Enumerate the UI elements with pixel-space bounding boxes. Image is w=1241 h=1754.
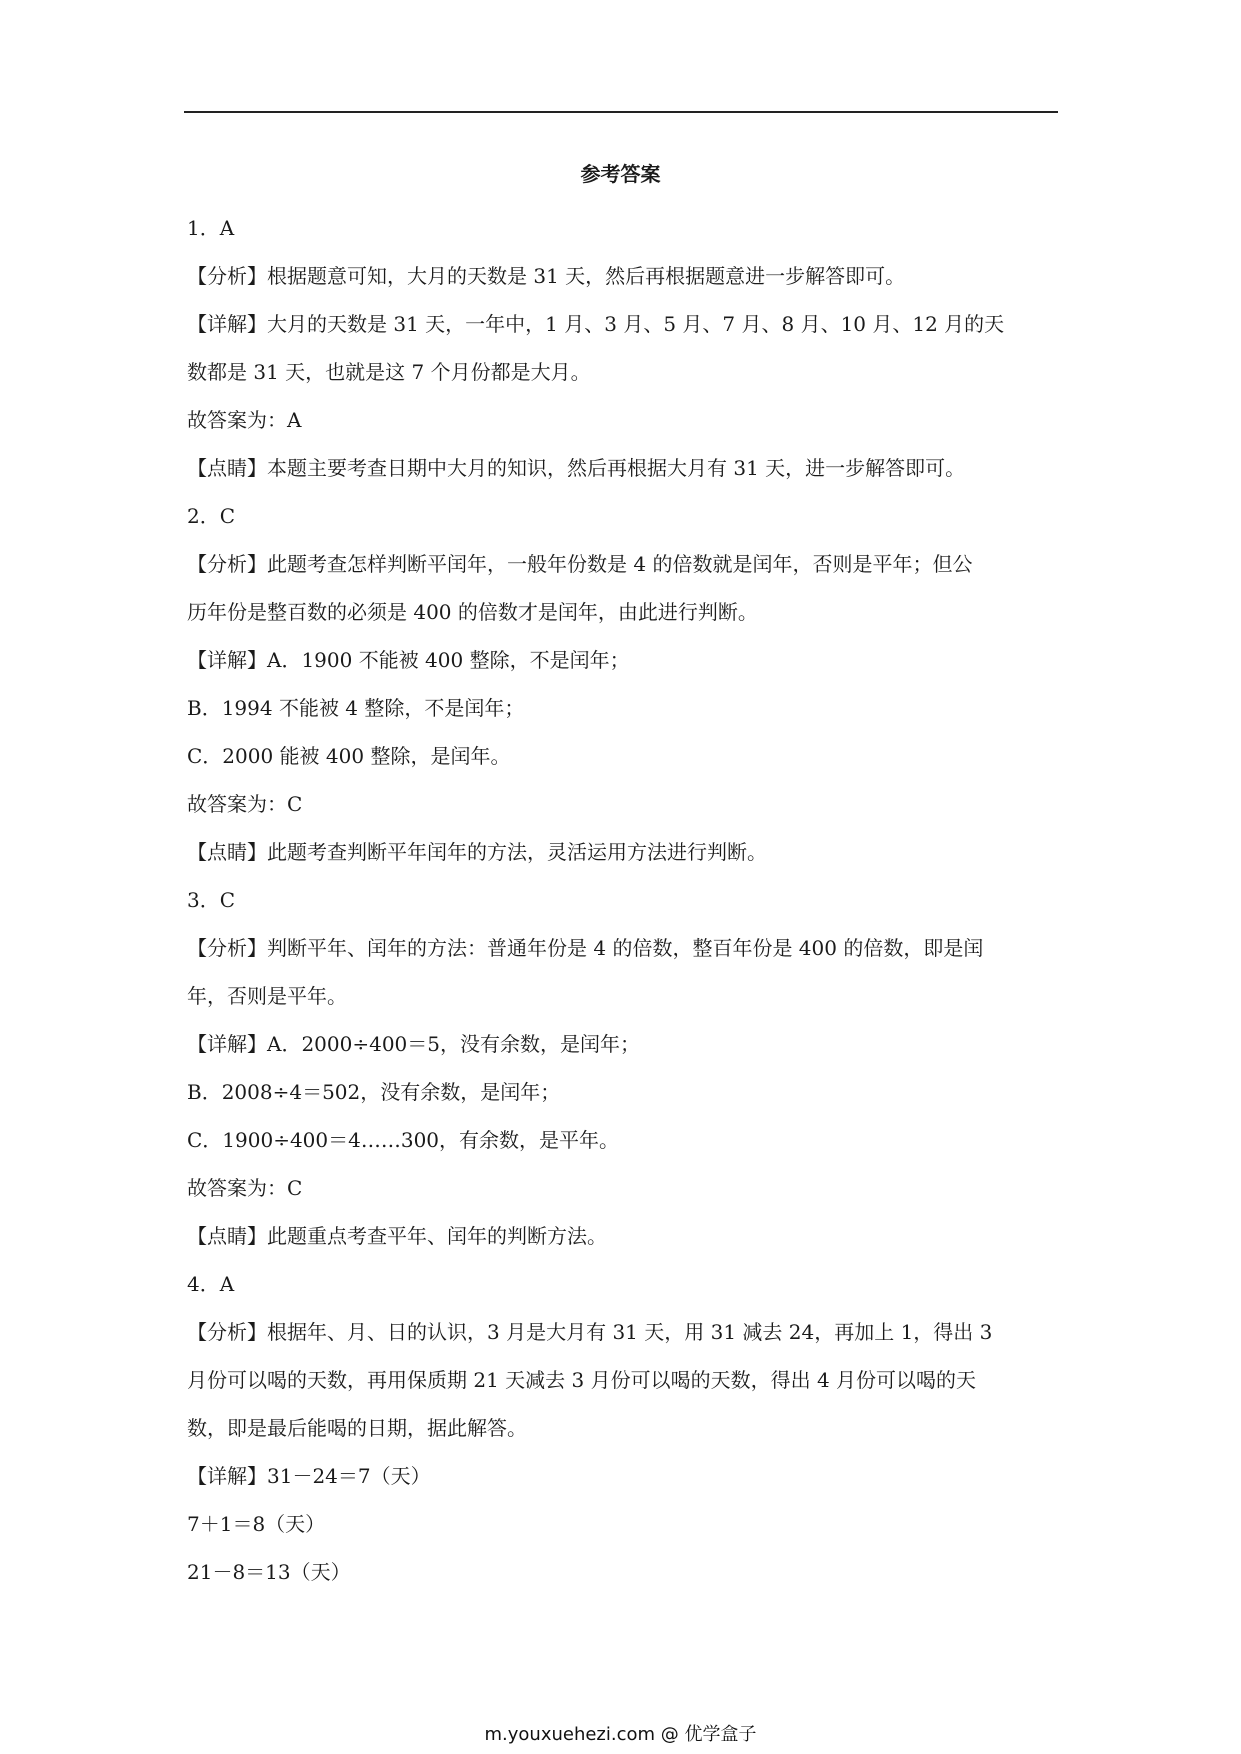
text-line: 故答案为：A <box>187 408 302 432</box>
text-line: 2．C <box>187 504 236 528</box>
text-line: 【分析】判断平年、闰年的方法：普通年份是 4 的倍数，整百年份是 400 的倍数，即是闰 <box>187 936 984 960</box>
text-line: 数，即是最后能喝的日期，据此解答。 <box>187 1416 527 1440</box>
text-line: 故答案为：C <box>187 792 303 816</box>
text-line: B．2008÷4＝502，没有余数，是闰年； <box>187 1080 561 1104</box>
text-line: B．1994 不能被 4 整除，不是闰年； <box>187 696 525 720</box>
text-line: 【分析】根据题意可知，大月的天数是 31 天，然后再根据题意进一步解答即可。 <box>187 264 906 288</box>
footer-watermark: m.youxuehezi.com @ 优学盒子 <box>484 1724 757 1745</box>
text-line: 历年份是整百数的必须是 400 的倍数才是闰年，由此进行判断。 <box>187 600 758 624</box>
text-line: 4．A <box>187 1272 235 1296</box>
text-line: 【详解】A．2000÷400＝5，没有余数，是闰年； <box>187 1032 640 1056</box>
header-rule <box>184 111 1058 113</box>
text-line: 【点睛】本题主要考查日期中大月的知识，然后再根据大月有 31 天，进一步解答即可。 <box>187 456 966 480</box>
text-line: 1．A <box>187 216 235 240</box>
text-line: 【分析】此题考查怎样判断平闰年，一般年份数是 4 的倍数就是闰年，否则是平年；但公 <box>187 552 973 576</box>
text-line: 7＋1＝8（天） <box>187 1512 326 1536</box>
text-line: 【点睛】此题考查判断平年闰年的方法，灵活运用方法进行判断。 <box>187 840 767 864</box>
text-line: 数都是 31 天，也就是这 7 个月份都是大月。 <box>187 360 591 384</box>
text-line: 【详解】31－24＝7（天） <box>187 1464 431 1488</box>
text-line: 21－8＝13（天） <box>187 1560 351 1584</box>
text-line: 故答案为：C <box>187 1176 303 1200</box>
text-line: 【详解】大月的天数是 31 天，一年中，1 月、3 月、5 月、7 月、8 月、10 月、12 月的天 <box>187 312 1005 336</box>
text-line: C．2000 能被 400 整除，是闰年。 <box>187 744 511 768</box>
text-line: 【点睛】此题重点考查平年、闰年的判断方法。 <box>187 1224 607 1248</box>
text-line: 月份可以喝的天数，再用保质期 21 天减去 3 月份可以喝的天数，得出 4 月份可以喝的天 <box>187 1368 977 1392</box>
text-line: 【分析】根据年、月、日的认识，3 月是大月有 31 天，用 31 减去 24，再加上 1，得出 3 <box>187 1320 993 1344</box>
answer-content <box>187 204 1049 1596</box>
text-line: 【详解】A．1900 不能被 400 整除，不是闰年； <box>187 648 630 672</box>
text-line: C．1900÷400＝4……300，有余数，是平年。 <box>187 1128 620 1152</box>
page-title: 参考答案 <box>580 162 661 186</box>
text-line: 年，否则是平年。 <box>187 984 347 1008</box>
text-line: 3．C <box>187 888 236 912</box>
